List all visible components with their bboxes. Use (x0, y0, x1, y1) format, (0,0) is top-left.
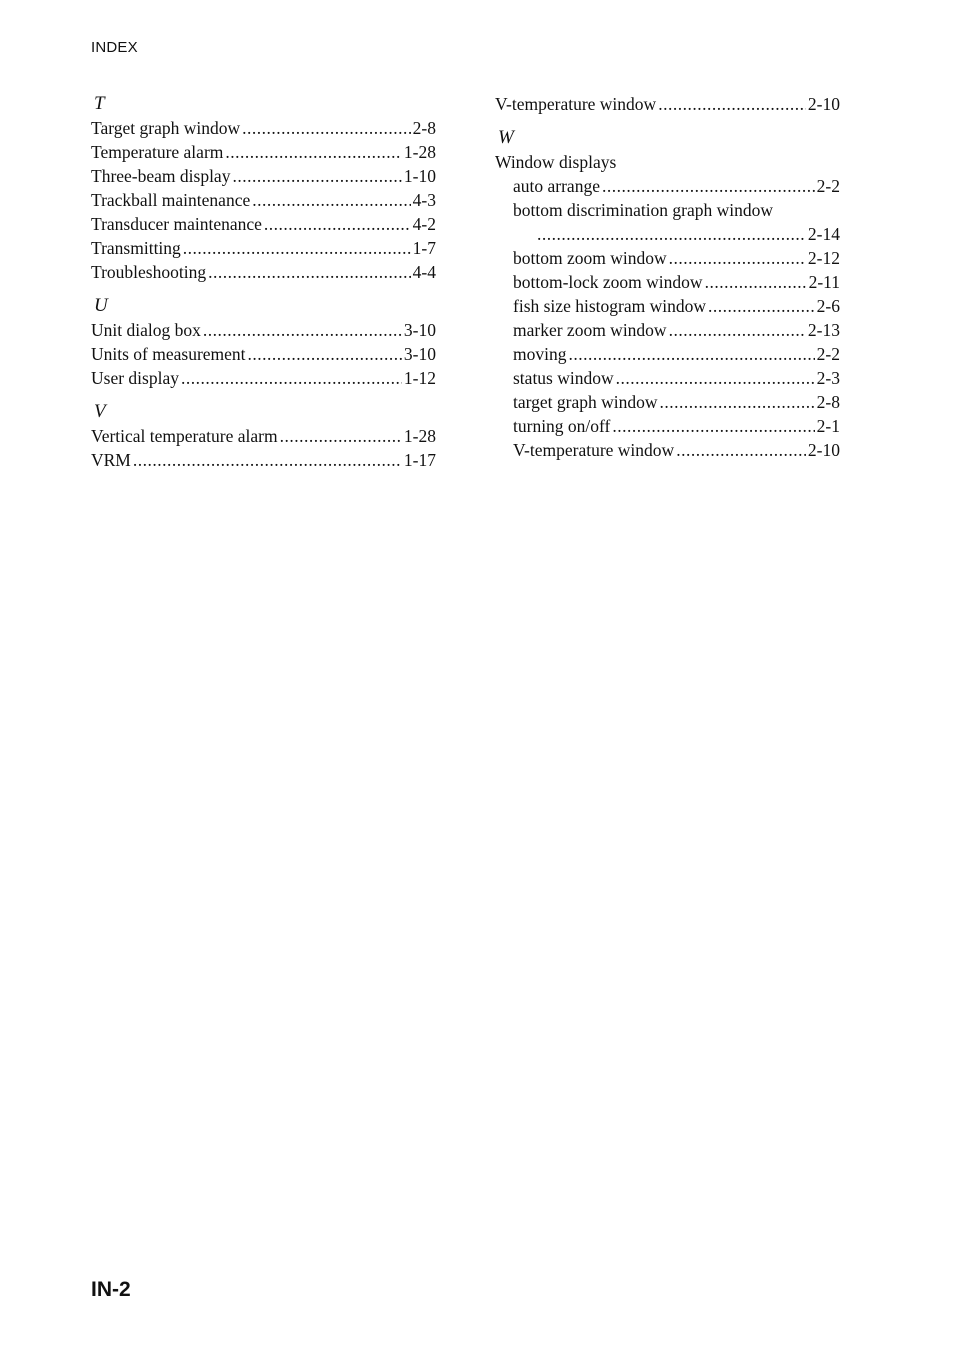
page-ref: 1-12 (403, 368, 436, 388)
leader-dots (280, 424, 402, 448)
index-subentry (495, 294, 840, 318)
page-ref: 2-14 (807, 224, 840, 244)
page-ref: 2-10 (807, 94, 840, 114)
leader-dots (183, 236, 411, 260)
page-ref: 2-1 (816, 416, 840, 436)
page-ref: 2-2 (816, 344, 840, 364)
page-ref: 3-10 (403, 344, 436, 364)
page-ref: 2-6 (816, 296, 840, 316)
leader-dots (676, 438, 806, 462)
index-entry (495, 92, 840, 116)
index-entry (91, 140, 436, 164)
index-subentry (495, 366, 840, 390)
page-ref: 2-13 (807, 320, 840, 340)
leader-dots (705, 270, 807, 294)
index-term: V-temperature window (495, 94, 657, 114)
index-term: bottom-lock zoom window (513, 272, 703, 292)
leader-dots (708, 294, 815, 318)
index-entry (91, 342, 436, 366)
index-term: Transmitting (91, 238, 181, 258)
index-term: status window (513, 368, 614, 388)
page-ref: 2-3 (816, 368, 840, 388)
index-term: Trackball maintenance (91, 190, 251, 210)
section-letter-w: W (498, 127, 514, 148)
index-heading-window-displays: Window displays (495, 152, 617, 172)
page-ref: 1-28 (403, 142, 436, 162)
leader-dots (242, 116, 411, 140)
leader-dots (616, 366, 815, 390)
index-subentry (495, 174, 840, 198)
index-entry (91, 318, 436, 342)
index-entry (91, 212, 436, 236)
index-subentry (495, 270, 840, 294)
index-term: target graph window (513, 392, 658, 412)
leader-dots (264, 212, 411, 236)
page-ref: 2-10 (807, 440, 840, 460)
index-term: Vertical temperature alarm (91, 426, 278, 446)
page-ref: 4-2 (412, 214, 436, 234)
leader-dots (602, 174, 815, 198)
index-term: Three-beam display (91, 166, 231, 186)
page-ref: 1-17 (403, 450, 436, 470)
index-subentry (495, 342, 840, 366)
index-term: User display (91, 368, 179, 388)
index-subentry-wrapped-term: bottom discrimination graph window (513, 200, 774, 220)
page-ref: 4-4 (412, 262, 436, 282)
index-term: V-temperature window (513, 440, 675, 460)
index-subentry (495, 246, 840, 270)
leader-dots (669, 318, 806, 342)
index-term: Temperature alarm (91, 142, 224, 162)
index-term: turning on/off (513, 416, 611, 436)
index-subentry (495, 438, 840, 462)
index-entry (91, 188, 436, 212)
index-entry (91, 448, 436, 472)
index-term: marker zoom window (513, 320, 667, 340)
leader-dots (612, 414, 814, 438)
leader-dots (537, 222, 806, 246)
leader-dots (203, 318, 402, 342)
index-subentry (495, 414, 840, 438)
page-ref: 2-12 (807, 248, 840, 268)
index-term: Target graph window (91, 118, 241, 138)
index-column-right (495, 90, 840, 462)
index-term: Unit dialog box (91, 320, 201, 340)
page-ref: 2-11 (808, 272, 840, 292)
index-term: Units of measurement (91, 344, 246, 364)
page-ref: 2-8 (816, 392, 840, 412)
index-term: moving (513, 344, 567, 364)
index-subentry (495, 318, 840, 342)
section-letter-t: T (94, 93, 105, 114)
index-entry (91, 260, 436, 284)
leader-dots (181, 366, 402, 390)
index-term: bottom zoom window (513, 248, 667, 268)
page-number: IN-2 (91, 1278, 131, 1301)
section-letter-u: U (94, 295, 108, 316)
page-ref: 1-7 (412, 238, 436, 258)
section-letter-v: V (94, 401, 106, 422)
index-column-left (91, 90, 436, 472)
index-term: fish size histogram window (513, 296, 706, 316)
leader-dots (669, 246, 806, 270)
leader-dots (225, 140, 402, 164)
index-entry (91, 366, 436, 390)
index-entry (91, 424, 436, 448)
leader-dots (133, 448, 402, 472)
page-ref: 2-2 (816, 176, 840, 196)
leader-dots (660, 390, 815, 414)
leader-dots (658, 92, 806, 116)
index-entry (91, 116, 436, 140)
leader-dots (568, 342, 814, 366)
index-term: Transducer maintenance (91, 214, 262, 234)
page-ref: 1-10 (403, 166, 436, 186)
index-term: VRM (91, 450, 131, 470)
running-header: INDEX (91, 39, 138, 56)
page-ref: 2-8 (412, 118, 436, 138)
page-ref: 1-28 (403, 426, 436, 446)
leader-dots (248, 342, 402, 366)
index-subentry (495, 390, 840, 414)
index-term: auto arrange (513, 176, 600, 196)
leader-dots (232, 164, 401, 188)
page-ref: 4-3 (412, 190, 436, 210)
index-subentry-continuation (495, 222, 840, 246)
index-entry (91, 236, 436, 260)
index-term: Troubleshooting (91, 262, 207, 282)
page-ref: 3-10 (403, 320, 436, 340)
index-entry (91, 164, 436, 188)
leader-dots (208, 260, 411, 284)
leader-dots (252, 188, 410, 212)
